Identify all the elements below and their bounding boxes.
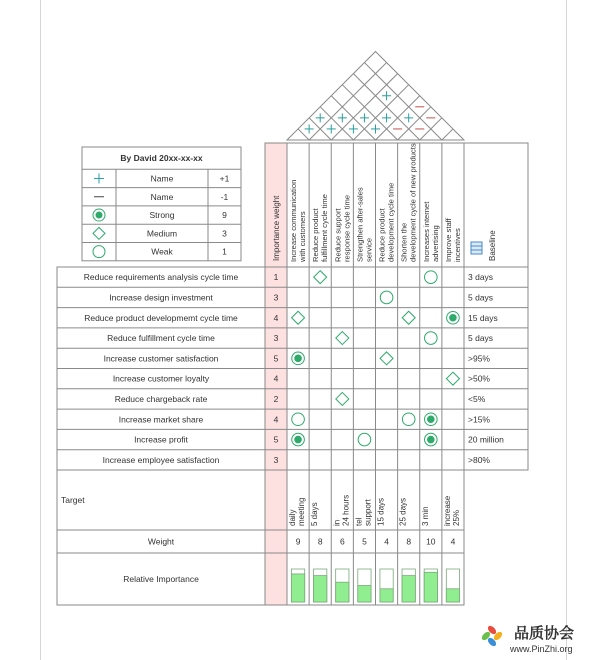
row-importance: 2 <box>273 393 279 404</box>
row-label: Increase customer loyalty <box>112 373 210 384</box>
row-baseline: >95% <box>468 353 490 364</box>
row-label: Increase customer satisfaction <box>103 353 219 364</box>
row-label: Increase employee satisfaction <box>102 454 220 465</box>
row-label: Reduce product developmemt cycle time <box>84 312 238 323</box>
legend-label: Name <box>150 173 174 184</box>
weak-relation-icon <box>425 332 438 345</box>
relative-importance-bar <box>314 576 327 602</box>
relative-importance-bar <box>291 574 304 602</box>
row-importance: 1 <box>273 272 279 283</box>
column-header-8: incentives <box>452 228 462 262</box>
strong-relation-icon-dot <box>427 415 435 423</box>
baseline-header: Baseline <box>488 230 497 261</box>
row-baseline: 5 days <box>468 333 494 344</box>
relative-importance-bar <box>380 589 393 602</box>
relative-importance-bar <box>336 582 349 602</box>
relative-importance-bar <box>424 572 437 602</box>
strong-circle-icon-dot <box>96 212 103 219</box>
weight-value: 8 <box>406 536 412 547</box>
legend-label: Strong <box>149 210 175 221</box>
weight-value: 9 <box>295 536 301 547</box>
weak-circle-icon <box>93 246 105 258</box>
column-header-4: service <box>364 237 374 262</box>
row-baseline: 20 million <box>468 434 504 445</box>
weak-relation-icon <box>425 271 438 284</box>
target-value: 25 days <box>398 497 408 526</box>
legend-value: 3 <box>222 228 227 239</box>
weight-value: 6 <box>339 536 345 547</box>
row-label: Reduce fulfillment cycle time <box>107 333 215 344</box>
relative-importance-bar <box>446 589 459 602</box>
strong-relation-icon-dot <box>449 314 457 322</box>
medium-relation-icon <box>336 392 349 405</box>
weight-value: 4 <box>384 536 389 547</box>
importance-weight-header: Importance weight <box>272 195 281 261</box>
row-baseline: 5 days <box>468 292 494 303</box>
column-header-5: Reduce product <box>377 208 387 262</box>
legend-box <box>82 147 241 261</box>
target-value: increase <box>442 495 452 526</box>
legend-value: -1 <box>220 191 229 202</box>
row-label: Increase profit <box>134 434 188 445</box>
legend-value: 1 <box>222 246 227 257</box>
row-importance: 3 <box>273 333 279 344</box>
row-importance: 4 <box>273 312 279 323</box>
medium-relation-icon <box>446 372 459 385</box>
row-baseline: >50% <box>468 373 490 384</box>
weight-value: 10 <box>426 536 436 547</box>
column-header-1: with customers <box>298 211 307 262</box>
weak-relation-icon <box>380 291 393 304</box>
weight-value: 8 <box>317 536 323 547</box>
row-baseline: <5% <box>468 393 486 404</box>
diamond-icon <box>93 227 105 239</box>
row-importance: 3 <box>273 292 279 303</box>
column-header-5: development cycle time <box>386 182 396 262</box>
weak-relation-icon <box>292 413 305 426</box>
watermark-url: www.PinZhi.org <box>510 644 573 654</box>
column-header-3: Reduce support <box>333 208 343 262</box>
legend-title: By David 20xx-xx-xx <box>120 153 203 163</box>
column-header-6: development cycle of new products <box>408 143 418 262</box>
row-baseline: 15 days <box>468 312 498 323</box>
weak-relation-icon <box>358 433 371 446</box>
row-baseline: 3 days <box>468 272 494 283</box>
target-value: 24 hours <box>341 494 351 526</box>
weight-label: Weight <box>147 536 175 547</box>
column-header-7: advertising <box>430 225 440 262</box>
legend-value: +1 <box>219 173 230 184</box>
row-importance: 3 <box>273 454 279 465</box>
column-header-2: fulfillment cycle time <box>320 194 330 262</box>
target-value: 5 days <box>310 502 320 526</box>
row-baseline: >80% <box>468 454 490 465</box>
weight-value: 4 <box>450 536 456 547</box>
strong-relation-icon-dot <box>294 355 302 363</box>
column-header-8: Improve staff <box>443 218 453 262</box>
column-header-3: response cycle time <box>342 194 352 262</box>
target-value: 15 days <box>376 497 386 526</box>
row-importance: 4 <box>273 414 279 425</box>
medium-relation-icon <box>380 352 393 365</box>
target-label: Target <box>61 495 85 505</box>
row-baseline: >15% <box>468 414 490 425</box>
column-header-7: Increases internet <box>421 201 431 262</box>
target-value: tel <box>354 517 364 526</box>
target-value: in <box>332 519 342 526</box>
relative-importance-bar <box>358 586 371 603</box>
strong-relation-icon-dot <box>294 436 302 444</box>
table-icon <box>471 242 482 254</box>
weight-value: 5 <box>362 536 367 547</box>
watermark-brand: 品质协会 <box>514 624 575 642</box>
target-value: 3 min <box>420 506 430 526</box>
row-label: Increase market share <box>118 414 204 425</box>
legend-label: Weak <box>151 246 173 257</box>
row-label: Increase design investment <box>109 292 213 303</box>
row-importance: 5 <box>273 353 279 364</box>
legend-label: Medium <box>146 228 178 239</box>
legend-label: Name <box>150 191 174 202</box>
medium-relation-icon <box>314 271 327 284</box>
medium-relation-icon <box>402 311 415 324</box>
column-header-1: Increase communication <box>289 179 298 262</box>
column-header-2: Reduce product <box>311 208 321 262</box>
row-importance: 4 <box>273 373 279 384</box>
strong-relation-icon-dot <box>427 436 435 444</box>
column-header-4: Strengthen after-sales <box>355 187 365 262</box>
row-importance: 5 <box>273 434 279 445</box>
row-label: Reduce requirements analysis cycle time <box>83 272 239 283</box>
target-value: support <box>363 499 373 526</box>
relative-importance-label: Relative Importance <box>123 574 199 584</box>
target-value: meeting <box>297 497 306 526</box>
column-header-6: Shorten the <box>399 222 409 262</box>
legend-value: 9 <box>222 210 227 221</box>
row-label: Reduce chargeback rate <box>114 393 208 404</box>
target-value: 25% <box>451 509 461 526</box>
target-value: daily <box>288 509 297 526</box>
relative-importance-bar <box>402 576 415 602</box>
medium-relation-icon <box>336 332 349 345</box>
medium-relation-icon <box>292 311 305 324</box>
weak-relation-icon <box>402 413 415 426</box>
